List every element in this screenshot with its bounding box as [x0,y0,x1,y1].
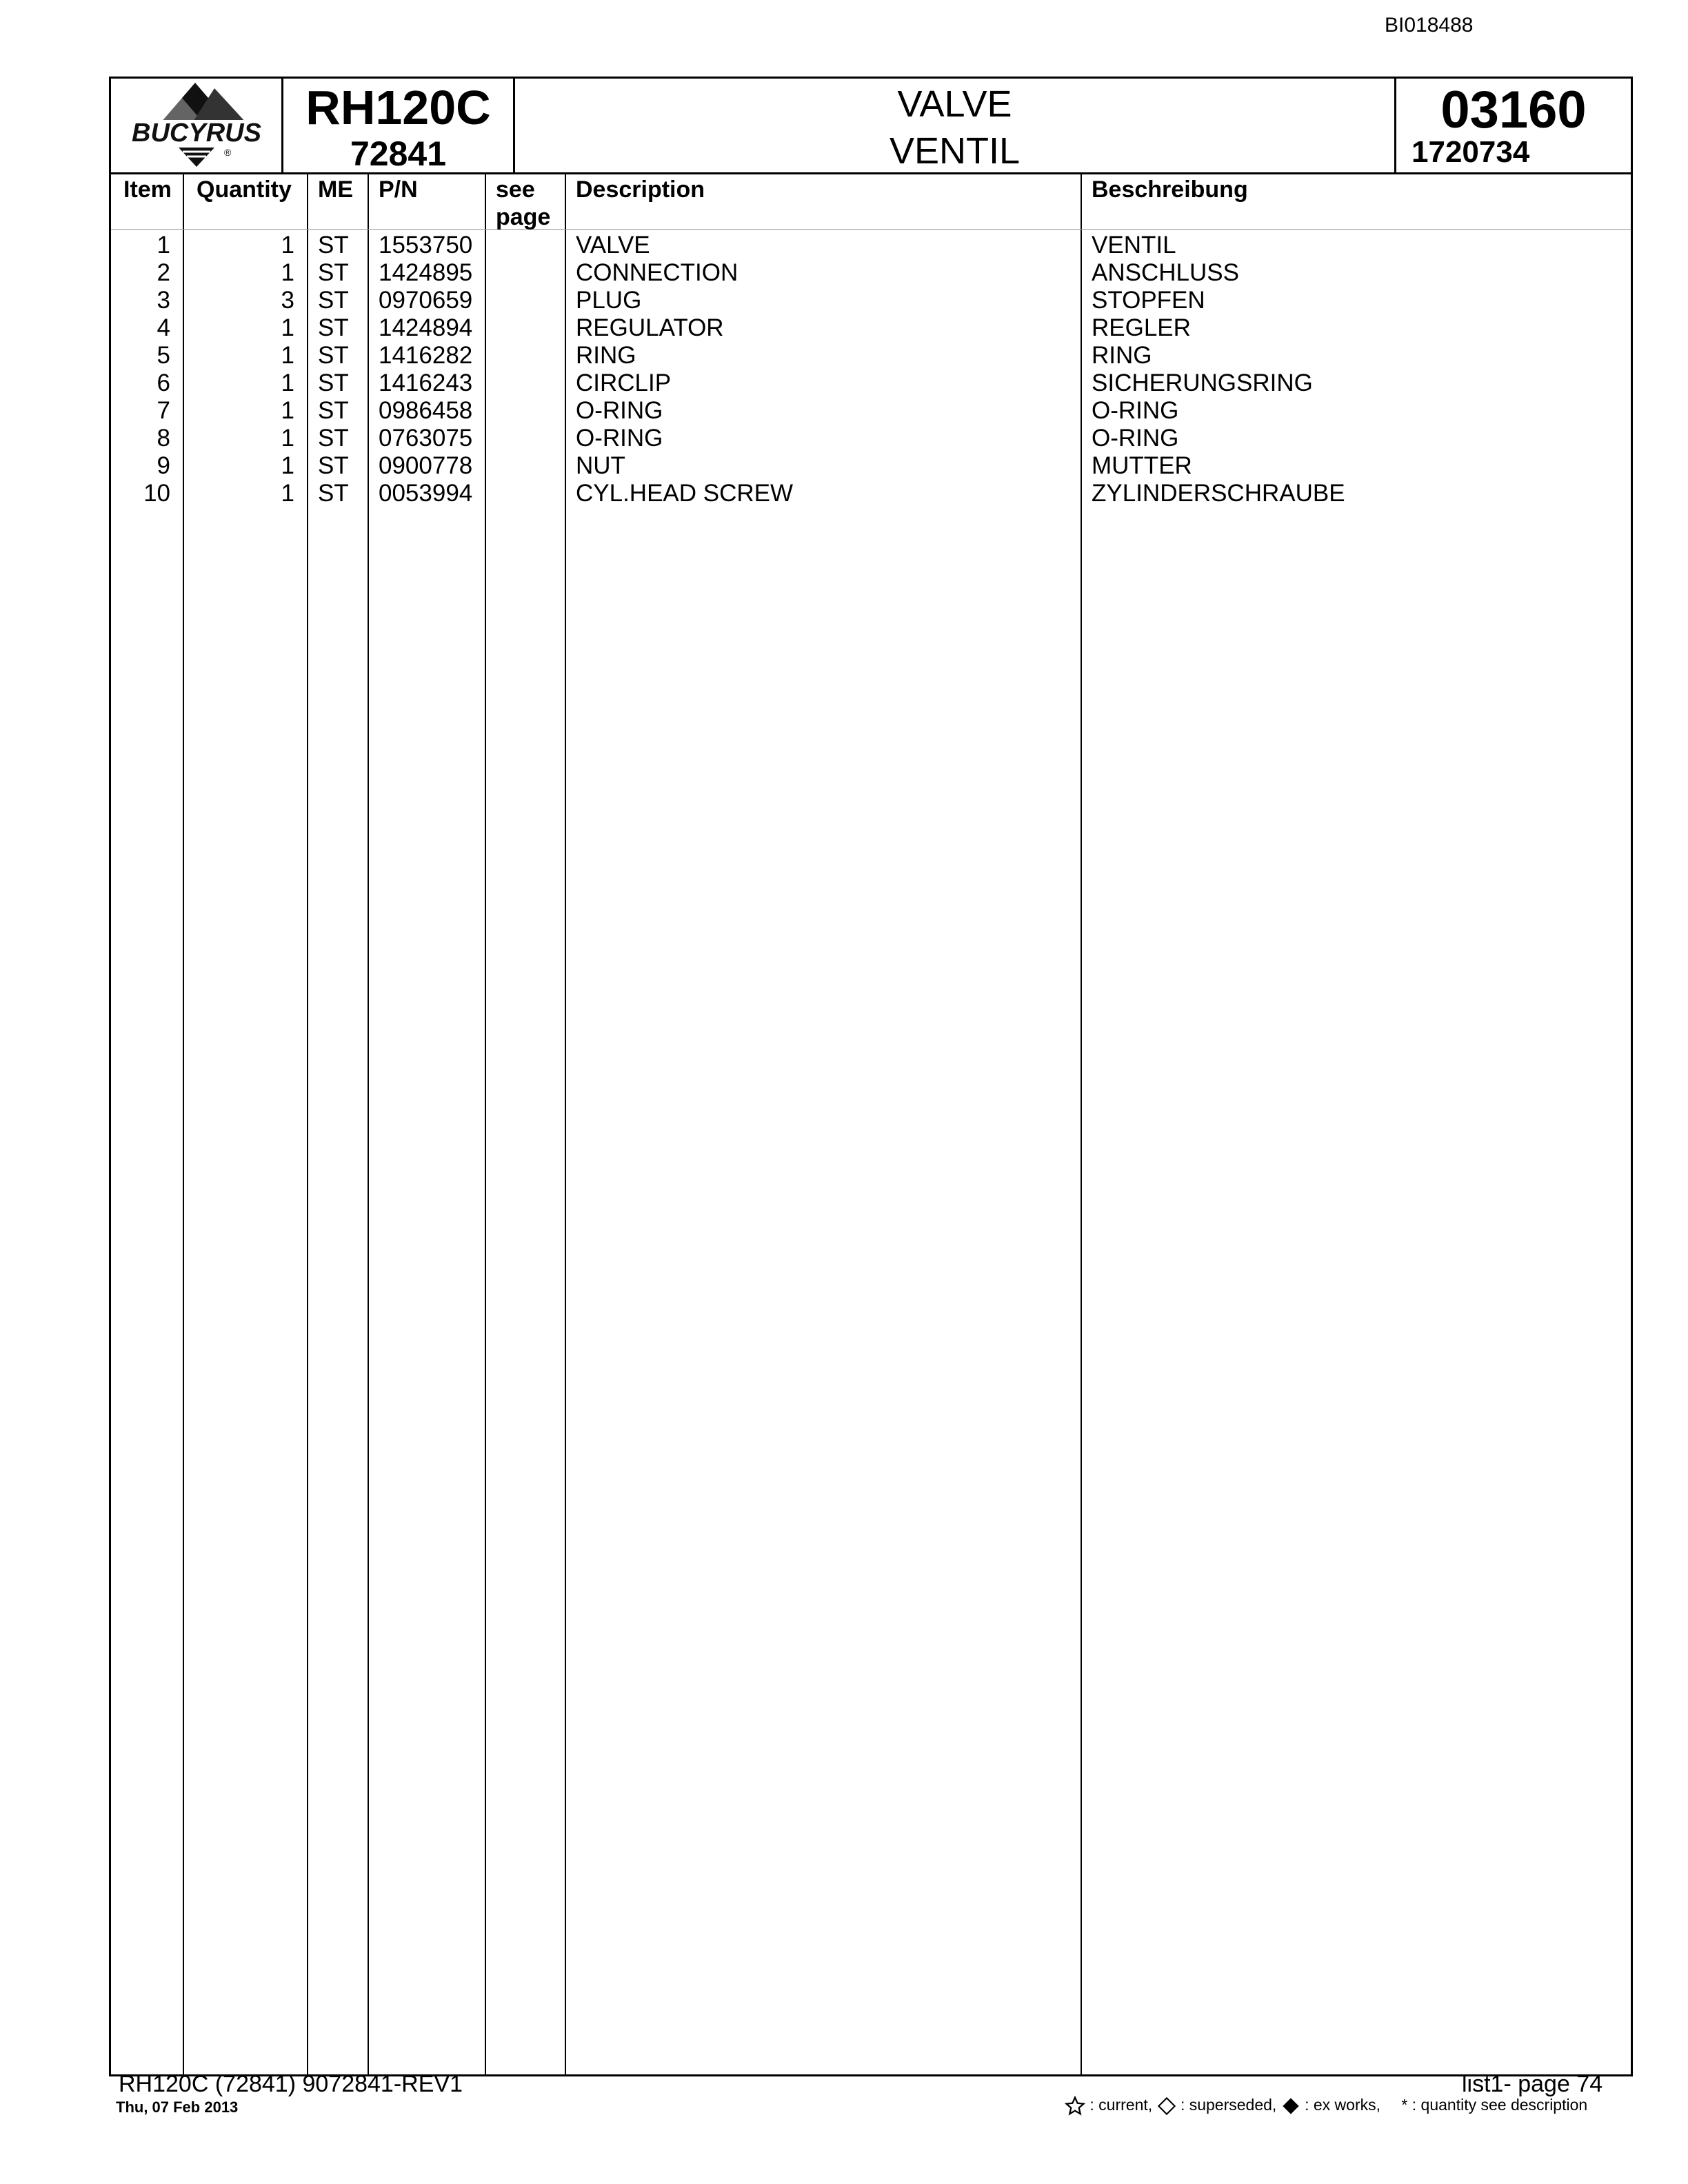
table-row [111,287,1631,314]
cell-part-number: 1424895 [379,259,473,286]
table-row [111,259,1631,287]
cell-part-number: 1416282 [379,342,473,369]
title-german: VENTIL [889,130,1021,172]
cell-quantity: 1 [281,425,294,452]
cell-part-number: 0970659 [379,287,473,314]
cell-description: CONNECTION [576,259,738,286]
cell-description: REGULATOR [576,314,724,341]
cell-item: 6 [157,370,170,396]
parts-table [109,172,1633,2076]
star-outline-icon [1065,2096,1085,2116]
cell-item: 8 [157,425,170,452]
cell-description: CYL.HEAD SCREW [576,480,794,507]
cell-description: RING [576,342,636,369]
bucyrus-logo [111,79,279,172]
cell-description: PLUG [576,287,642,314]
cell-beschreibung: ANSCHLUSS [1092,259,1239,286]
footer-page-number: list1- page 74 [1462,2071,1603,2097]
cell-description: O-RING [576,425,663,452]
legend [1065,2096,1587,2116]
cell-item: 7 [157,397,170,424]
table-row [111,452,1631,480]
cell-quantity: 1 [281,480,294,507]
document-id: BI018488 [1385,14,1474,37]
cell-beschreibung: STOPFEN [1092,287,1205,314]
cell-item: 5 [157,342,170,369]
cell-beschreibung: SICHERUNGSRING [1092,370,1313,396]
table-row [111,480,1631,507]
cell-beschreibung: MUTTER [1092,452,1192,479]
cell-quantity: 1 [281,452,294,479]
cell-me: ST [318,232,349,259]
cell-item: 10 [143,480,170,507]
cell-item: 2 [157,259,170,286]
diamond-outline-icon [1157,2096,1176,2116]
cell-me: ST [318,480,349,507]
title-english: VALVE [897,83,1012,125]
cell-beschreibung: O-RING [1092,397,1179,424]
cell-description: CIRCLIP [576,370,672,396]
model-code: 72841 [350,134,447,173]
cell-me: ST [318,425,349,452]
header-divider [111,229,1631,230]
table-row [111,397,1631,425]
cell-quantity: 1 [281,342,294,369]
cell-part-number: 0763075 [379,425,473,452]
cell-part-number: 1553750 [379,232,473,259]
cell-beschreibung: VENTIL [1092,232,1176,259]
cell-part-number: 1416243 [379,370,473,396]
title-cell [515,79,1396,172]
number-cell [1396,79,1631,172]
drawing-number: 1720734 [1411,135,1530,169]
cell-me: ST [318,452,349,479]
cell-item: 4 [157,314,170,341]
cell-quantity: 1 [281,370,294,396]
cell-me: ST [318,314,349,341]
col-header-pn: P/N [379,176,418,203]
footer-doc-ref: RH120C (72841) 9072841-REV1 [119,2071,463,2097]
cell-me: ST [318,397,349,424]
table-row [111,232,1631,259]
cell-description: O-RING [576,397,663,424]
header-box [109,77,1633,174]
table-row [111,314,1631,342]
cell-me: ST [318,259,349,286]
col-header-me: ME [318,176,353,203]
cell-item: 9 [157,452,170,479]
model-name: RH120C [305,81,491,134]
diamond-filled-icon [1281,2096,1300,2116]
cell-description: VALVE [576,232,650,259]
col-header-quantity: Quantity [197,176,292,203]
col-header-beschreibung: Beschreibung [1092,176,1248,203]
cell-me: ST [318,287,349,314]
col-header-page: page [496,204,551,230]
svg-text:BUCYRUS: BUCYRUS [132,119,261,148]
legend-ex-works: : ex works, [1305,2096,1381,2114]
cell-part-number: 0986458 [379,397,473,424]
cell-me: ST [318,370,349,396]
group-number: 03160 [1440,81,1587,139]
cell-me: ST [318,342,349,369]
legend-superseded: : superseded, [1180,2096,1277,2114]
cell-item: 3 [157,287,170,314]
col-header-see: see [496,176,535,203]
cell-quantity: 1 [281,259,294,286]
cell-quantity: 3 [281,287,294,314]
legend-quantity: * : quantity see description [1401,2096,1588,2114]
footer-date: Thu, 07 Feb 2013 [116,2099,239,2116]
cell-beschreibung: RING [1092,342,1152,369]
table-row [111,342,1631,370]
model-cell [283,79,515,172]
cell-description: NUT [576,452,625,479]
legend-current: : current, [1089,2096,1153,2114]
cell-item: 1 [157,232,170,259]
cell-quantity: 1 [281,232,294,259]
logo-cell [111,79,283,172]
cell-beschreibung: O-RING [1092,425,1179,452]
col-header-item: Item [123,176,172,203]
table-row [111,425,1631,452]
cell-quantity: 1 [281,314,294,341]
cell-part-number: 1424894 [379,314,473,341]
svg-text:®: ® [224,147,232,158]
cell-quantity: 1 [281,397,294,424]
cell-part-number: 0053994 [379,480,473,507]
cell-beschreibung: REGLER [1092,314,1191,341]
col-header-description: Description [576,176,705,203]
cell-part-number: 0900778 [379,452,473,479]
table-row [111,370,1631,397]
cell-beschreibung: ZYLINDERSCHRAUBE [1092,480,1345,507]
